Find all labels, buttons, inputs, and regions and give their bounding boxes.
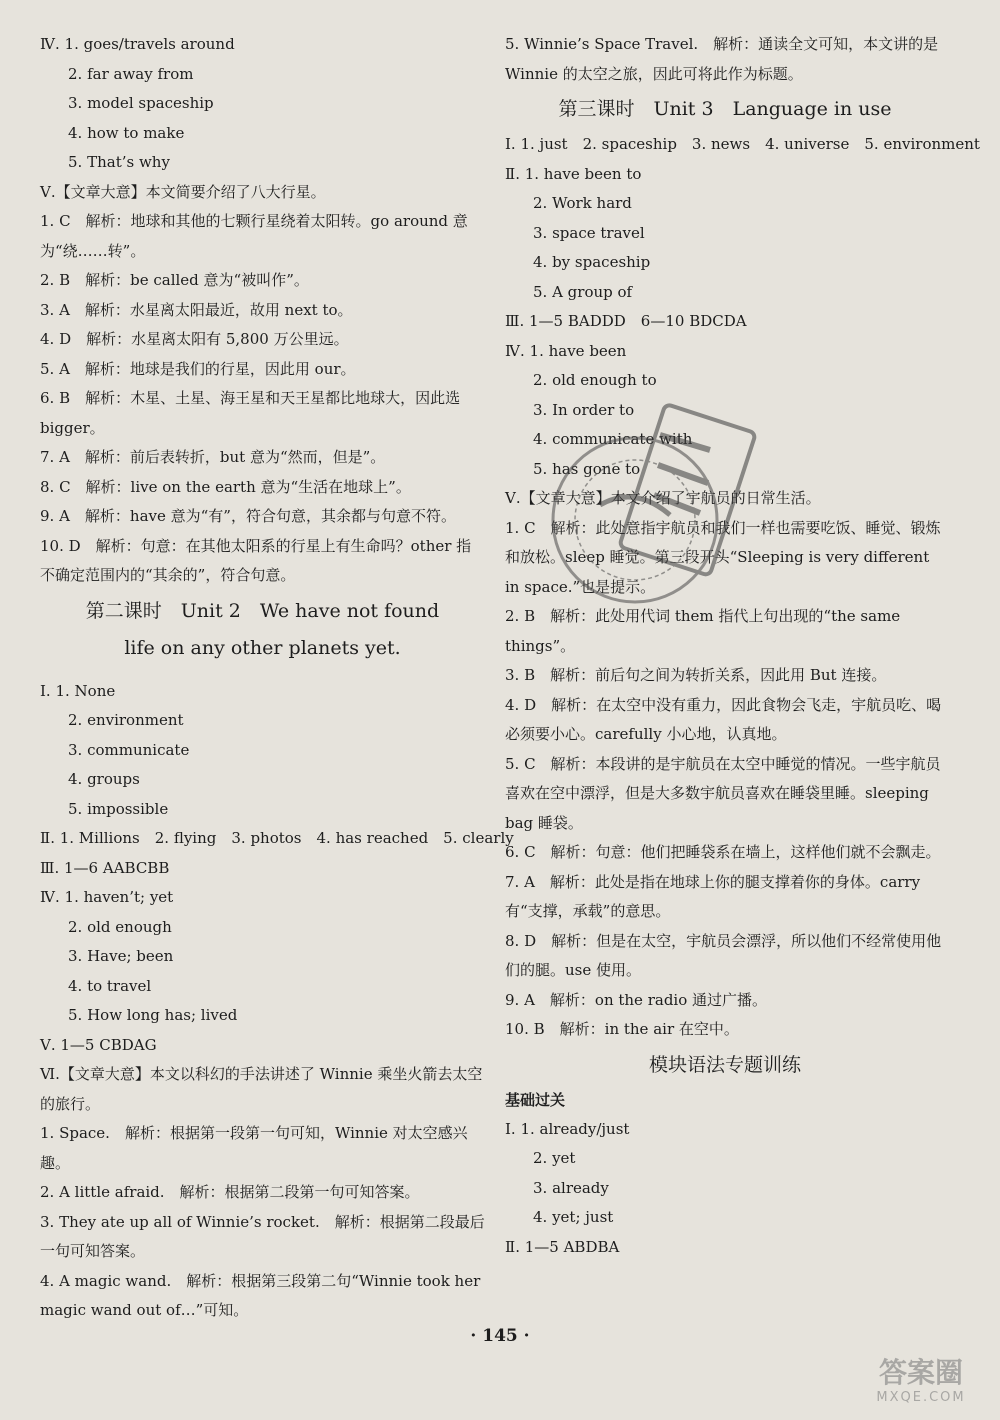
answer-line: 2. old enough to [533,371,657,389]
answer-line: 5. A 解析：地球是我们的行星，因此用 our。 [40,359,356,378]
answer-line: 2. A little afraid. 解析：根据第二段第一句可知答案。 [40,1183,420,1201]
answer-line: 7. A 解析：前后表转折，but 意为“然而，但是”。 [40,448,386,466]
section-title: 第三课时 Unit 3 Language in use [558,98,892,120]
answer-line: 3. They ate up all of Winnie’s rocket. 解析：根据第二段最后一句可知答案。 [40,1212,485,1260]
answer-line: 8. D 解析：但是在太空，宇航员会漂浮，所以他们不经常使用他们的腿。use 使用。 [505,931,942,979]
answer-line: 8. C 解析：live on the earth 意为“生活在地球上”。 [40,477,411,496]
page-number: · 145 · [470,1326,530,1346]
watermark-url: MXQE.COM [876,1390,966,1405]
answer-line: Ⅱ. 1. Millions 2. flying 3. photos 4. has reached 5. clearly [40,829,514,847]
answer-line: 1. C 解析：此处意指宇航员和我们一样也需要吃饭、睡觉、锻炼和放松。sleep 睡觉。第三段开头“Sleeping is very different in space.”也是提示。 [505,518,941,596]
answer-line: 2. far away from [68,64,194,83]
answer-line: 9. A 解析：on the radio 通过广播。 [505,990,768,1009]
watermark-title: 答案圈 [878,1356,963,1389]
answer-line: 5. has gone to [533,459,641,478]
right-column [505,30,980,1262]
answer-line: 3. B 解析：前后句之间为转折关系，因此用 But 连接。 [505,666,887,684]
watermark-logo [856,1356,986,1414]
answer-line: Ⅳ. 1. haven’t; yet [40,888,174,906]
answer-line: Ⅴ.【文章大意】本文介绍了宇航员的日常生活。 [505,489,821,507]
answer-line: 2. Work hard [533,194,632,212]
answer-line: 4. A magic wand. 解析：根据第三段第二句“Winnie took her magic wand out of…”可知。 [40,1271,481,1319]
answer-line: 5. That’s why [68,153,170,171]
answer-line: 4. how to make [68,123,185,142]
answer-line: Ⅰ. 1. already/just [505,1119,630,1138]
answer-line: 3. communicate [68,740,190,759]
answer-line: 2. B 解析：此处用代词 them 指代上句出现的“the same things”。 [505,607,901,655]
left-column [40,30,514,1326]
answer-line: 3. already [533,1178,609,1197]
answer-line: 9. A 解析：have 意为“有”，符合句意，其余都与句意不符。 [40,507,456,525]
section-subheading: 基础过关 [505,1090,566,1109]
answer-line: 1. Space. 解析：根据第一段第一句可知，Winnie 对太空感兴趣。 [40,1124,468,1172]
answer-line: 5. How long has; lived [68,1006,238,1024]
answer-line: 3. model spaceship [68,94,214,112]
answer-line: Ⅳ. 1. have been [505,341,627,360]
answer-line: Ⅵ.【文章大意】本文以科幻的手法讲述了 Winnie 乘坐火箭去太空的旅行。 [40,1065,483,1113]
answer-line: 10. D 解析：句意：在其他太阳系的行星上有生命吗？other 指不确定范围内的“其余的”，符合句意。 [40,536,472,584]
answer-line: 3. space travel [533,223,645,242]
answer-line: Ⅲ. 1—6 AABCBB [40,858,170,877]
answer-line: 3. A 解析：水星离太阳最近，故用 next to。 [40,300,353,319]
answer-line: Ⅱ. 1. have been to [505,164,642,183]
answer-line: Ⅴ.【文章大意】本文简要介绍了八大行星。 [40,182,326,201]
answer-line: Ⅳ. 1. goes/travels around [40,35,235,53]
answer-line: Ⅴ. 1—5 CBDAG [40,1035,157,1054]
answer-line: 3. In order to [533,400,635,419]
answer-line: 5. impossible [68,799,169,818]
answer-line: 2. B 解析：be called 意为“被叫作”。 [40,271,309,289]
answer-line: 5. C 解析：本段讲的是宇航员在太空中睡觉的情况。一些宇航员喜欢在空中漂浮，但是大多数宇航员喜欢在睡袋里睡。sleeping bag 睡袋。 [505,754,941,832]
answer-line: 2. old enough [68,917,172,936]
answer-line: 7. A 解析：此处是指在地球上你的腿支撑着你的身体。carry 有“支撑，承载”的意思。 [505,872,921,920]
answer-line: 4. by spaceship [533,253,651,271]
answer-line: 4. communicate with [533,430,693,448]
answer-line: 2. environment [68,711,184,729]
section-title: 模块语法专题训练 [648,1053,801,1076]
answer-line: 10. B 解析：in the air 在空中。 [505,1020,739,1038]
answer-line: 3. Have; been [68,947,174,965]
answer-line: Ⅱ. 1—5 ABDBA [505,1237,620,1256]
answer-line: 2. yet [533,1149,576,1167]
answer-line: 4. D 解析：水星离太阳有 5,800 万公里远。 [40,330,349,348]
answer-line: 4. yet; just [533,1208,614,1226]
answer-line: 4. to travel [68,976,152,995]
answer-line: 5. Winnie’s Space Travel. 解析：通读全文可知，本文讲的是 Winnie 的太空之旅，因此可将此作为标题。 [505,35,939,83]
section-title: 第二课时 Unit 2 We have not found [85,599,440,622]
answer-line: 1. C 解析：地球和其他的七颗行星绕着太阳转。go around 意为“绕……转”。 [40,212,468,260]
answer-line: 6. B 解析：木星、土星、海王星和天王星都比地球大，因此选 bigger。 [40,389,461,437]
answer-line: Ⅲ. 1—5 BADDD 6—10 BDCDA [505,312,747,330]
answer-line: 6. C 解析：句意：他们把睡袋系在墙上，这样他们就不会飘走。 [505,843,941,861]
section-title: life on any other planets yet. [124,636,401,659]
answer-line: Ⅰ. 1. just 2. spaceship 3. news 4. universe 5. environment [505,135,980,153]
answer-line: 4. D 解析：在太空中没有重力，因此食物会飞走，宇航员吃、喝必须要小心。carefully 小心地，认真地。 [505,695,942,743]
answer-line: 4. groups [68,770,140,788]
answer-line: Ⅰ. 1. None [40,681,116,700]
answer-line: 5. A group of [533,282,633,301]
spacer [40,669,485,677]
